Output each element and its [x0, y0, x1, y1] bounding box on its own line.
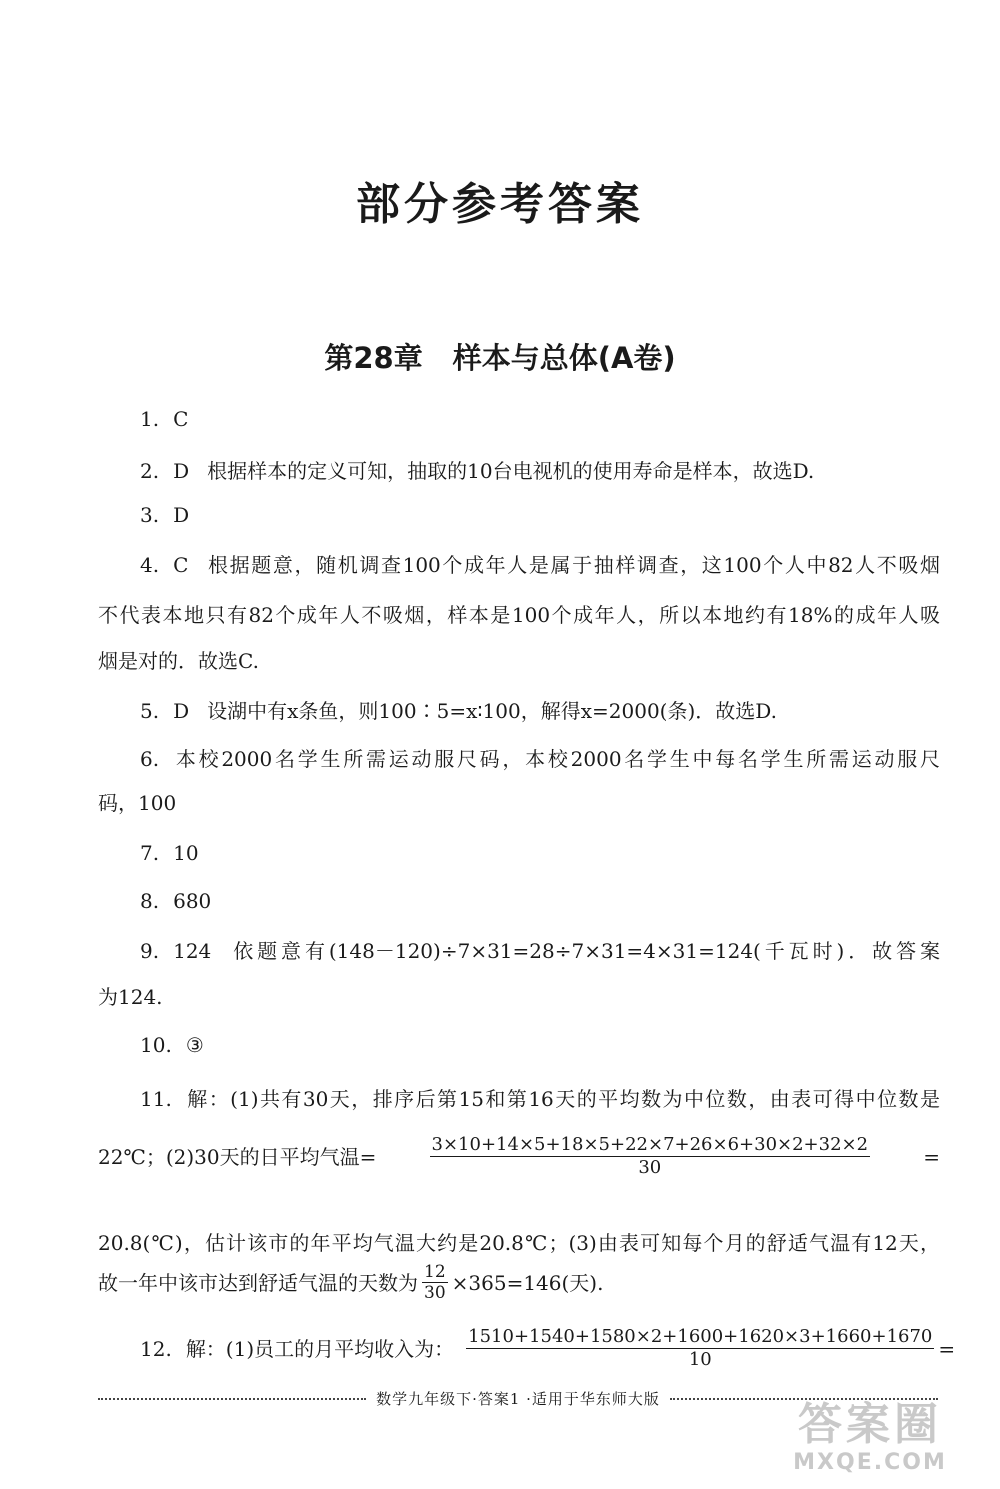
fraction-comfortable-days: $\frac{12}{30}$	[424, 1262, 446, 1303]
answer-9-line-1: 9. 124 依题意有(148－120)÷7×31=28÷7×31=4×31=124(千瓦时)．故答案	[140, 939, 940, 963]
chapter-number: 第28章	[324, 341, 423, 375]
answer-10: 10. ③	[140, 1033, 204, 1057]
answer-11-line-3: 20.8(℃)，估计该市的年平均气温大约是20.8℃；(3)由表可知每个月的舒适气温有12天，	[98, 1231, 940, 1255]
answer-4-line-3: 烟是对的．故选C.	[98, 649, 259, 673]
answer-6-line-2: 码，100	[98, 791, 177, 815]
answer-6-line-1: 6. 本校2000名学生所需运动服尺码，本校2000名学生中每名学生所需运动服尺	[140, 747, 940, 771]
footer-text: 数学九年级下·答案1 ·适用于华东师大版	[376, 1390, 660, 1408]
answer-9-line-2: 为124.	[98, 985, 163, 1009]
answer-11-line-4: 故一年中该市达到舒适气温的天数为 $\frac{12}{30}$ ×365=146(天).	[98, 1262, 604, 1303]
answer-2: 2. D 根据样本的定义可知，抽取的10台电视机的使用寿命是样本，故选D.	[140, 459, 815, 483]
answer-3: 3. D	[140, 503, 190, 527]
fraction-daily-average: $\frac{3\times 10+14\times 5+18\times 5+22\times 7+26\times 6+30\times 2+32\times 2}{30}$	[431, 1134, 869, 1178]
answer-4-line-1: 4. C 根据题意，随机调查100个成年人是属于抽样调查，这100个人中82人不吸烟	[140, 553, 940, 577]
page-title: 部分参考答案	[356, 179, 644, 230]
answer-12: 12. 解：(1)员工的月平均收入为： $\frac{1510+1540+1580\times 2+1600+1620\times 3+1660+1670}{10}$ =	[140, 1326, 956, 1370]
answer-11-line-1: 11. 解：(1)共有30天，排序后第15和第16天的平均数为中位数，由表可得中位数是	[140, 1087, 940, 1111]
chapter-name: 样本与总体(A卷)	[452, 341, 676, 375]
answer-4-line-2: 不代表本地只有82个成年人不吸烟，样本是100个成年人，所以本地约有18%的成年人吸	[98, 603, 940, 627]
footer-dots-left	[98, 1398, 366, 1400]
answer-8: 8. 680	[140, 889, 212, 913]
answer-7: 7. 10	[140, 841, 199, 865]
watermark-logo: 答案圈 MXQE.COM	[793, 1399, 947, 1475]
chapter-title	[0, 336, 1000, 377]
answer-11-line-2: 22℃；(2)30天的日平均气温= $\frac{3\times 10+14\times 5+18\times 5+22\times 7+26\times 6+30\times 2+32\times 2}{30}$ =	[98, 1134, 940, 1178]
answer-5: 5. D 设湖中有x条鱼，则100∶5=x∶100，解得x=2000(条)．故选D.	[140, 699, 777, 723]
fraction-monthly-income: $\frac{1510+1540+1580\times 2+1600+1620\times 3+1660+1670}{10}$	[468, 1326, 933, 1370]
answer-1: 1. C	[140, 407, 189, 431]
